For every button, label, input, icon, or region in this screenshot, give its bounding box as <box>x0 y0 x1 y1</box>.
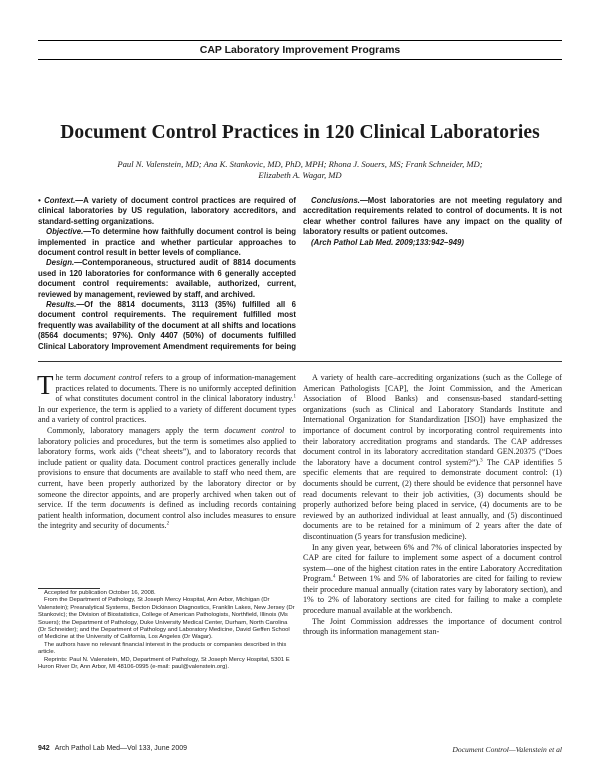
context-label: • Context.— <box>38 196 84 205</box>
right-p2-text-b: Between 1% and 5% of laboratories are cited for failing to review their procedure manual annually (citation rates vary by laboratory section), and 1% to 2% of laboratory sections are cited for failing to make a complete procedure manual available at the workbench. <box>303 574 562 616</box>
journal-section-header: CAP Laboratory Improvement Programs <box>199 44 401 56</box>
footnote-accepted: Accepted for publication October 16, 2008. <box>44 590 156 596</box>
abstract-design <box>38 258 296 300</box>
footnote-rule <box>38 588 100 589</box>
header-top-rule <box>38 40 562 41</box>
body-right-paragraph-1 <box>303 373 562 543</box>
abstract-results <box>38 300 296 352</box>
ref-1: 1 <box>293 394 296 400</box>
design-text: Contemporaneous, structured audit of 8814 documents used in 120 laboratories for conformance with 6 generally accepted document control requirements: available, authorized, current, reviewed by management, reviewed by staff, and archived. <box>38 258 296 299</box>
header-bottom-rule <box>38 59 562 60</box>
body-right-paragraph-3 <box>303 617 562 638</box>
right-p3-text: The Joint Commission addresses the importance of document control through its information management stan- <box>303 616 562 637</box>
results-text: Of the 8814 documents, 3113 (35%) fulfilled all 6 document control requirements. The requirement fulfilled most frequently was availability of the document at all shifts and locations (8564 documents; 97%). Only 4407 (50%) of documents fulfilled Clinical Laboratory Improvement Amendment requirements for being <box>38 300 296 351</box>
conclusions-text: Most laboratories are not meeting regulatory and accreditation requirements related to control of documents. It is not clear whether control failures have any impact on the quality of laboratory results or patient outcomes. <box>303 196 562 237</box>
footnotes <box>38 590 296 671</box>
ref-2: 2 <box>166 521 170 527</box>
page-footer-left <box>38 745 187 752</box>
journal-reference: Arch Pathol Lab Med—Vol 133, June 2009 <box>54 745 188 752</box>
authors-line-2: Elizabeth A. Wagar, MD <box>258 170 342 180</box>
running-title: Document Control—Valenstein et al <box>452 745 562 754</box>
body-right-column <box>303 373 562 739</box>
body-left-column <box>37 370 296 532</box>
abstract-citation <box>303 238 562 248</box>
intro-p1-text-b: refers to a group of information-management practices related to documents. There is no uniformly accepted definition of what constitutes document control in the clinical laboratory industry. <box>55 373 296 404</box>
abstract-left-column <box>38 196 296 352</box>
term-document-control: document control <box>84 373 142 382</box>
intro-paragraph-1 <box>37 370 296 426</box>
intro-p1-text-c: In our experience, the term is applied to a variety of different document types and a variety of control practices. <box>38 404 296 425</box>
drop-cap: T <box>37 370 54 400</box>
abstract-conclusions <box>303 196 562 238</box>
abstract-context <box>38 196 296 227</box>
ref-3: 3 <box>480 458 483 464</box>
footnote-affiliations: From the Department of Pathology, St Joseph Mercy Hospital, Ann Arbor, Michigan (Dr Valenstein); Preanalytical Systems, Becton Dickinson Diagnostics, Franklin Lakes, New Jersey (Dr Stankovic); the Division of Biostatistics, College of American Pathologists, Northfield, Illinois (Ms Souers); the Department of Pathology, Duke University Medical Center, Durham, North Carolina (Dr Schneider); and the Department of Pathology and Laboratory Medicine, David Geffen School of Medicine at the University of California, Los Angeles (Dr Wagar). <box>38 597 295 641</box>
intro-p2-text-a: Commonly, laboratory managers apply the term <box>47 425 225 435</box>
intro-paragraph-2 <box>38 426 296 532</box>
ref-4: 4 <box>332 574 336 580</box>
page-number: 942 <box>38 745 50 752</box>
abstract-divider <box>38 361 562 362</box>
intro-p2-text-b: to laboratory policies and procedures, but the term is sometimes also applied to laboratory forms, work aids (“cheat sheets”), and to laboratory records that include patient or quality data. Document control practices generally include provisions to ensure that documents are available to staff who need them, are current, have been properly authorized by the laboratory director or by someone the director appoints, and are properly archived when taken out of service. If the term <box>38 425 296 510</box>
right-p2-text: In any given year, between 6% and 7% of clinical laboratories inspected by CAP are cited for failure to implement some aspect of a document control system—one of the highest citation rates in the entire Laboratory Accreditation Program. <box>303 542 562 584</box>
term-documents: documents <box>110 500 146 510</box>
article-title: Document Control Practices in 120 Clinical Laboratories <box>60 122 540 143</box>
footnote-reprints: Reprints: Paul N. Valenstein, MD, Department of Pathology, St Joseph Mercy Hospital, 5301 E Huron River Dr, Ann Arbor, MI 48106-0995 (e-mail: paul@valenstein.org). <box>38 656 290 671</box>
design-label: Design.— <box>46 258 82 268</box>
abstract-objective <box>38 227 296 258</box>
authors-line-1: Paul N. Valenstein, MD; Ana K. Stankovic, MD, PhD, MPH; Rhona J. Souers, MS; Frank Schneider, MD; <box>117 159 483 169</box>
intro-p1-text-a: he term <box>55 373 85 382</box>
abstract-right-column <box>303 196 562 248</box>
conclusions-label: Conclusions.— <box>311 196 368 205</box>
objective-label: Objective.— <box>46 227 92 237</box>
context-text: A variety of document control practices are required of clinical laboratories by US regulation, laboratory accreditors, and standard-setting organizations. <box>38 196 296 226</box>
right-p1-text-b: The CAP identifies 5 specific elements that are required to demonstrate document control: (1) documents should be current, (2) there should be evidence that personnel have read documents relevant to their job activities, (3) documents should be properly authorized before being placed in service, (4) documents are to be reviewed by an authorized individual at least annually, and (5) discontinued documents are to be retained for a minimum of 2 years after the date of discontinuation (5 years for transfusion medicine). <box>303 457 562 541</box>
author-list <box>40 159 560 181</box>
footnote-disclosure: The authors have no relevant financial interest in the products or companies described in this article. <box>38 641 287 656</box>
intro-p2-text-c: is defined as including records containing patient health information, document control also includes measures to ensure the integrity and security of documents. <box>38 500 296 531</box>
right-p1-text: A variety of health care–accrediting organizations (such as the College of American Pathologists [CAP], the Joint Commission, and the American Association of Blood Banks) and consensus-based standard-setting organizations (such as Clinical and Laboratory Standards Institute and International Organization for Standardization [ISO]) have emphasized the importance of document control by incorporating control requirements into their laboratory accreditation programs and standards. The CAP addresses document control in its laboratory accreditation standard GEN.20375 (“Does the laboratory have a document control system?”). <box>303 373 562 467</box>
results-label: Results.— <box>46 300 85 310</box>
body-right-paragraph-2 <box>303 543 562 617</box>
term-document-control-2: document control <box>224 425 285 435</box>
objective-text: To determine how faithfully document control is being implemented in practice and whether particular approaches to document control result in better levels of compliance. <box>38 227 296 258</box>
citation-text: (Arch Pathol Lab Med. 2009;133:942–949) <box>311 237 464 247</box>
